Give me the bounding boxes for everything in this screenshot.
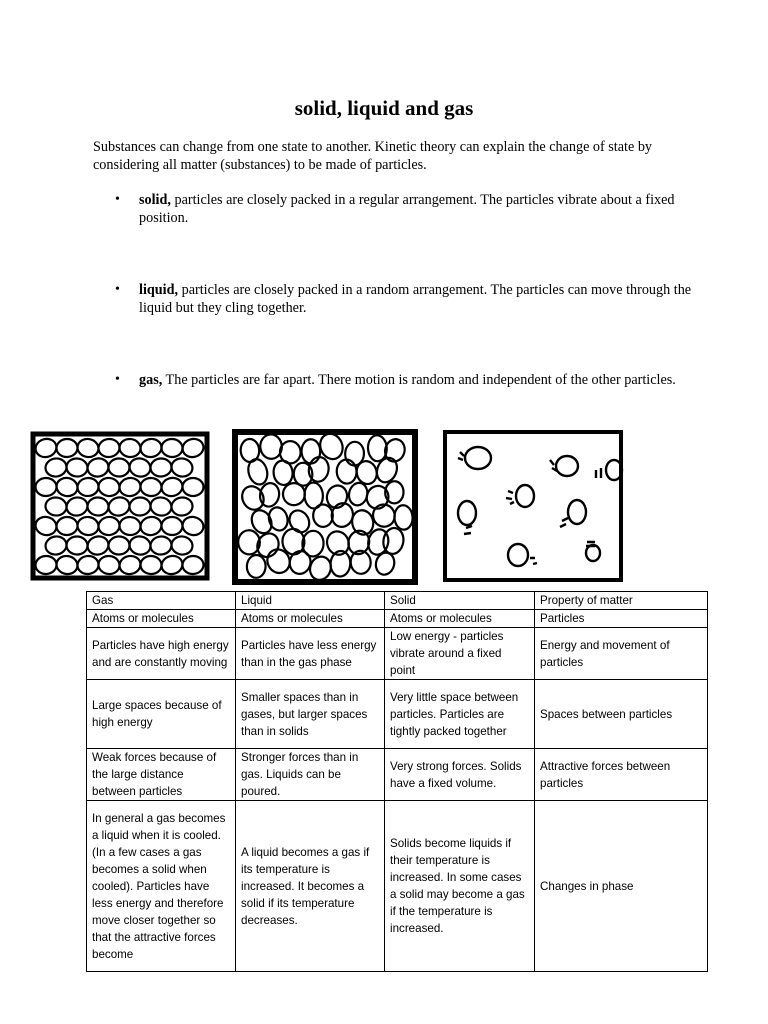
particle-shape [108,458,129,476]
particle-shape [98,555,121,575]
particle-shape [76,515,100,536]
bullet-dot-icon: • [115,192,120,207]
particle-shape [247,555,266,578]
table-cell: Atoms or molecules [236,610,385,628]
table-cell: Very strong forces. Solids have a fixed volume. [385,749,535,801]
particle-shape [139,437,163,458]
particle-shape [98,438,121,458]
table-cell: Atoms or molecules [385,610,535,628]
particle-shape [336,459,357,484]
bullet-dot-icon: • [115,372,120,387]
table-cell: Weak forces because of the large distance between particles [87,749,236,801]
particle-shape [55,554,79,575]
table-cell: Stronger forces than in gas. Liquids can be poured. [236,749,385,801]
particle-shape [129,497,151,516]
particle-shape [87,497,109,516]
particle-shape [35,478,56,496]
particle-shape [182,556,204,575]
bullet-liquid [115,281,695,317]
particle-shape [76,437,100,459]
particle-shape [118,476,142,497]
particle-shape [56,516,78,535]
page-title: solid, liquid and gas [294,96,474,120]
table-cell: Large spaces because of high energy [87,680,236,749]
particle-shape [45,496,68,516]
particle-shape [97,477,120,498]
particle-shape [128,456,153,479]
particle-shape [161,517,182,535]
particle-shape [66,536,88,555]
particle-shape [171,496,194,516]
solid-particle-diagram [33,434,207,578]
particle-shape [394,505,414,530]
header-property: Property of matter [535,592,708,610]
table-cell: Particles have high energy and are constantly moving [87,628,236,680]
table-cell: Smaller spaces than in gases, but larger spaces than in solids [236,680,385,749]
table-row [87,610,708,628]
particle-shape [44,457,67,478]
bullet-text: particles are closely packed in a random arrangement. The particles can move through the liquid but they cling together. [139,282,692,316]
bullet-text: particles are closely packed in a regular arrangement. The particles vibrate about a fixed position. [139,192,675,226]
header-gas: Gas [87,592,236,610]
gas-particle-diagram [445,432,622,580]
particle-shape [150,458,172,477]
particle-shape [35,555,57,574]
particle-shape [170,535,193,556]
bullet-text: The particles are far apart. There motion is random and independent of the other particles. [162,372,676,388]
particle-shape [181,515,206,538]
particle-shape [183,478,204,496]
bullet-solid [115,191,695,227]
particle-shape [118,438,141,458]
table-cell: A liquid becomes a gas if its temperature is increased. It becomes a solid if its temperature decreases. [236,801,385,972]
particle-shape [97,516,120,537]
table-row [87,680,708,749]
table-cell: Spaces between particles [535,680,708,749]
table-cell: Particles have less energy than in the gas phase [236,628,385,680]
table-row [87,628,708,680]
table-cell: Changes in phase [535,801,708,972]
particle-shape [118,554,142,576]
particle-shape [108,536,129,554]
particle-shape [160,476,185,498]
particle-shape [140,477,162,496]
particle-shape [34,437,59,460]
particle-shape [66,458,88,478]
particle-shape [301,439,320,463]
properties-table [86,591,708,972]
particle-shape [170,457,194,478]
liquid-particle-diagram [235,430,415,583]
particle-shape [86,457,110,479]
particle-shape [56,439,78,458]
particle-diagrams [30,428,630,590]
particle-shape [119,516,141,536]
table-cell: Atoms or molecules [87,610,236,628]
table-cell: Low energy - particles vibrate around a fixed point [385,628,535,680]
particle-shape [139,515,163,537]
header-solid: Solid [385,592,535,610]
particle-shape [140,556,162,575]
particle-shape [55,476,79,498]
particle-shape [86,534,111,557]
header-liquid: Liquid [236,592,385,610]
particle-shape [161,438,183,457]
particle-shape [313,504,333,527]
table-row [87,749,708,801]
particle-shape [34,515,59,537]
table-cell: Very little space between particles. Particles are tightly packed together [385,680,535,749]
table-cell: In general a gas becomes a liquid when it is cooled. (In a few cases a gas becomes a solid when cooled). Particles have less energy and therefore move closer together so that the attractive forces become [87,801,236,972]
table-row [87,801,708,972]
particle-shape [107,495,132,518]
table-cell: Particles [535,610,708,628]
bullet-dot-icon: • [115,282,120,297]
table-cell: Attractive forces between particles [535,749,708,801]
particle-shape [160,554,185,577]
particle-shape [150,536,172,556]
bullet-term: gas, [139,372,163,388]
table-cell: Solids become liquids if their temperature is increased. In some cases a solid may become a gas if the temperature is increased. [385,801,535,972]
particle-shape [149,496,173,518]
particle-shape [77,477,99,497]
table-header-row [87,592,708,610]
particle-shape [44,535,68,556]
intro-paragraph: Substances can change from one state to another. Kinetic theory can explain the change of state by considering all matter (substances) to be made of particles. [93,139,653,173]
particle-shape [128,535,152,557]
particle-shape [181,437,206,460]
bullet-gas [115,371,695,389]
particle-shape [65,496,89,518]
bullet-term: solid, [139,192,171,208]
bullet-term: liquid, [139,282,179,298]
particle-shape [76,555,99,575]
table-cell: Energy and movement of particles [535,628,708,680]
